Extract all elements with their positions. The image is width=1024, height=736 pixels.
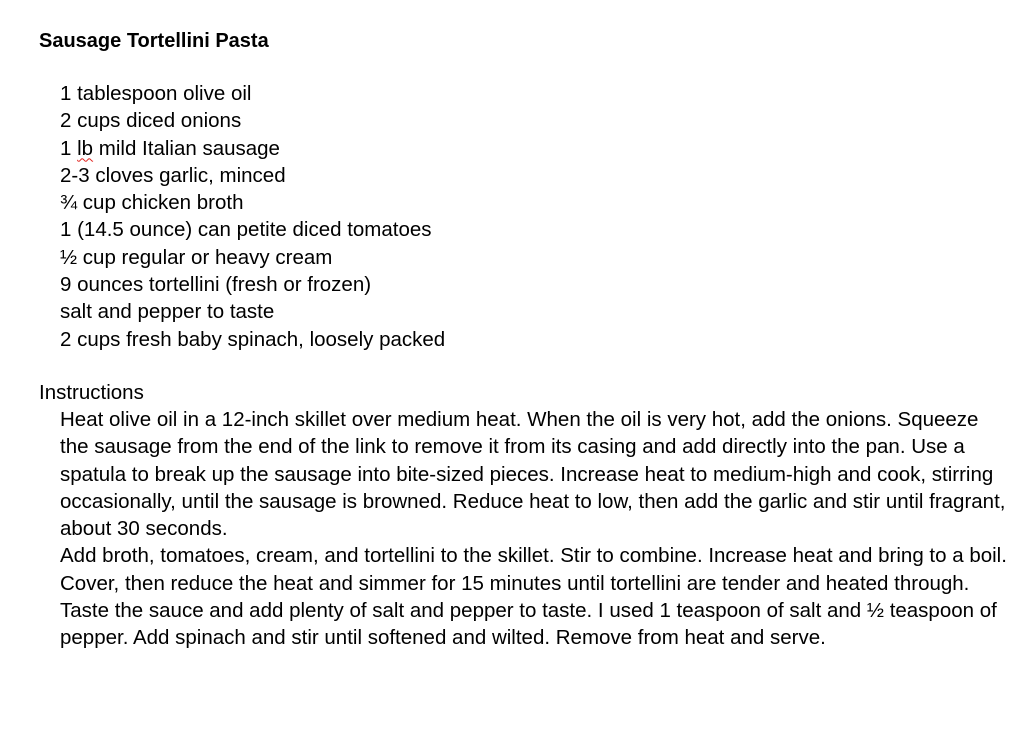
ingredient-item: 1 (14.5 ounce) can petite diced tomatoes bbox=[60, 218, 432, 242]
ingredient-item: 2 cups diced onions bbox=[60, 109, 242, 133]
instruction-step: Add broth, tomatoes, cream, and tortellini to the skillet. Stir to combine. Increase heat and bring to a boil. bbox=[60, 544, 1007, 568]
ingredient-item: ¾ cup chicken broth bbox=[60, 191, 244, 215]
ingredient-prefix: 1 bbox=[60, 136, 78, 160]
ingredient-item: 1 tablespoon olive oil bbox=[60, 82, 252, 105]
ingredient-list bbox=[60, 80, 445, 353]
misspelled-word[interactable]: lb bbox=[77, 136, 94, 160]
instruction-step: Cover, then reduce the heat and simmer for 15 minutes until tortellini are tender and heated through. Taste the sauce and add plenty of salt and pepper to taste. I used 1 teaspoon of salt and ½ teaspoon of pepper. Add spinach and stir until softened and wilted. Remove from heat and serve. bbox=[60, 571, 997, 650]
ingredient-item: 9 ounces tortellini (fresh or frozen) bbox=[60, 273, 372, 297]
instruction-steps bbox=[60, 406, 1010, 652]
recipe-title: Sausage Tortellini Pasta bbox=[39, 30, 269, 52]
ingredient-suffix: mild Italian sausage bbox=[93, 136, 280, 160]
ingredient-item: 2 cups fresh baby spinach, loosely packed bbox=[60, 327, 446, 351]
ingredient-item: salt and pepper to taste bbox=[60, 300, 275, 324]
ingredient-item: ½ cup regular or heavy cream bbox=[60, 245, 333, 269]
ingredient-item: 2-3 cloves garlic, minced bbox=[60, 163, 286, 187]
instruction-step: Heat olive oil in a 12-inch skillet over medium heat. When the oil is very hot, add the onions. Squeeze the sausage from the end of the link to remove it from its casing and add directly into the pan. Use a spatula to break up the sausage into bite-sized pieces. Increase heat to medium-high and cook, stirring occasionally, until the sausage is browned. Reduce heat to low, then add the garlic and stir until fragrant, about 30 seconds. bbox=[60, 408, 1006, 541]
ingredient-item bbox=[60, 135, 445, 162]
instructions-heading: Instructions bbox=[39, 381, 144, 404]
